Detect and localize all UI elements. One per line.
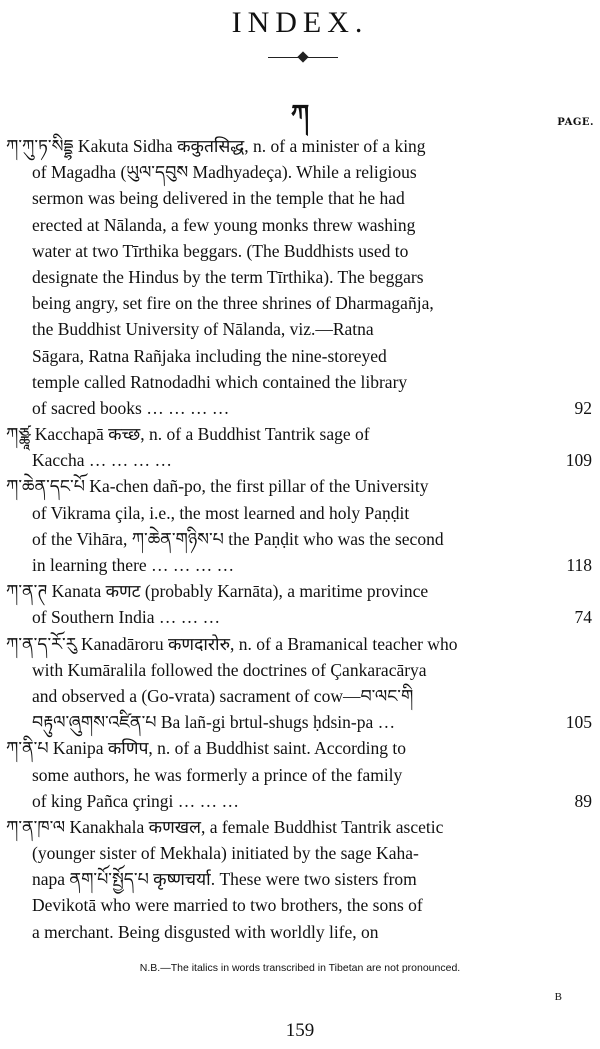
entry-text: Sāgara, Ratna Rañjaka including the nine-storeyed	[32, 345, 387, 366]
index-entry-line	[0, 264, 600, 290]
index-entry-line	[0, 316, 600, 342]
page-number: 159	[285, 1020, 315, 1041]
entry-text: ཀ་ན་ད་རོ་རུ Kanadāroru कणदारोरु, n. of a Bramanical teacher who	[6, 633, 458, 654]
entry-text: a merchant. Being disgusted with worldly life, on	[32, 921, 379, 942]
section-letter: ཀ	[290, 100, 310, 130]
entry-text: being angry, set fire on the three shrines of Dharmagañja,	[32, 293, 434, 314]
index-entry-line	[0, 395, 600, 421]
entry-text: Kaccha … … … …	[32, 450, 172, 471]
entry-text: ཀ་ན་ཁ་ལ Kanakhala कणखल, a female Buddhist Tantrik ascetic	[6, 816, 444, 837]
entry-text: sermon was being delivered in the temple that he had	[32, 188, 405, 209]
footnote: N.B.—The italics in words transcribed in Tibetan are not pronounced.	[139, 962, 461, 974]
entry-text: water at two Tīrthika beggars. (The Buddhists used to	[32, 240, 409, 261]
entry-page-number: 92	[574, 397, 592, 418]
index-entry-start-line	[0, 814, 600, 840]
index-entry-line	[0, 185, 600, 211]
index-entry-line	[0, 159, 600, 185]
index-entry-start-line	[0, 421, 600, 447]
entry-text: Devikotā who were married to two brothers, the sons of	[32, 895, 423, 916]
index-entry-start-line	[0, 631, 600, 657]
index-entry-line	[0, 762, 600, 788]
index-entry-line	[0, 290, 600, 316]
entry-text: of the Vihāra, ཀ་ཆེན་གཉིས་པ the Paṇḍit who was the second	[32, 528, 444, 549]
index-entry-line	[0, 866, 600, 892]
index-entry-line	[0, 343, 600, 369]
entry-text: of Magadha (ཡུལ་དབུས Madhyadeça). While a religious	[32, 162, 417, 183]
index-entry-line	[0, 788, 600, 814]
entry-text: ཀ་ཀུ་ཏ་སིདྡྷ Kakuta Sidha ककुतसिद्ध, n. of a minister of a king	[6, 136, 426, 156]
index-entry-line	[0, 709, 600, 735]
entry-text: ཀ་ནི་པ Kanipa कणिप, n. of a Buddhist saint. According to	[6, 738, 407, 759]
index-entry-start-line	[0, 578, 600, 604]
index-entry-line	[0, 526, 600, 552]
entry-text: ཀཙྪཱ Kacchapā कच्छ, n. of a Buddhist Tantrik sage of	[6, 424, 370, 445]
index-entry-line	[0, 500, 600, 526]
index-entry-line	[0, 369, 600, 395]
entry-text: in learning there … … … …	[32, 555, 235, 575]
entry-text: ཀ་ན་ཊ Kanata कणट (probably Karnāta), a maritime province	[6, 581, 429, 602]
index-entry-line	[0, 447, 600, 473]
entry-page-number: 105	[565, 712, 592, 733]
entry-text: བརྟུལ་ཞུགས་འཛིན་པ Ba lañ-gi brtul-shugs ḥdsin-pa …	[32, 712, 396, 733]
index-entry-line	[0, 604, 600, 630]
divider-diamond-ornament	[297, 51, 308, 62]
index-entry-line	[0, 552, 600, 578]
entry-text: with Kumāralila followed the doctrines of Çankaracārya	[32, 659, 427, 680]
index-entry-line	[0, 657, 600, 683]
entry-text: of king Pañca çringi … … …	[32, 790, 240, 811]
index-entries	[0, 133, 600, 945]
page-column-label: PAGE.	[557, 117, 594, 128]
entry-text: of sacred books … … … …	[32, 397, 230, 418]
entry-page-number: 89	[574, 790, 592, 811]
entry-page-number: 118	[566, 555, 592, 575]
page-title: INDEX.	[231, 6, 369, 39]
entry-text: erected at Nālanda, a few young monks threw washing	[32, 214, 416, 235]
entry-text: of Southern India … … …	[32, 607, 221, 628]
signature-mark: B	[554, 991, 562, 1003]
index-entry-line	[0, 238, 600, 264]
entry-page-number: 74	[574, 607, 592, 628]
index-entry-start-line	[0, 473, 600, 499]
entry-text: designate the Hindus by the term Tīrthika). The beggars	[32, 266, 424, 287]
entry-page-number: 109	[565, 450, 592, 471]
index-entry-start-line	[0, 133, 600, 159]
index-entry-line	[0, 919, 600, 945]
index-entry-start-line	[0, 735, 600, 761]
entry-text: and observed a (Go-vrata) sacrament of cow—བ་ལང་གི	[32, 685, 414, 706]
entry-text: (younger sister of Mekhala) initiated by the sage Kaha-	[32, 843, 419, 864]
entry-text: of Vikrama çila, i.e., the most learned and holy Paṇḍit	[32, 502, 410, 523]
index-entry-line	[0, 212, 600, 238]
index-entry-line	[0, 840, 600, 866]
entry-text: napa ནག་པོ་སྤྱོད་པ कृष्णचर्या. These were two sisters from	[32, 869, 417, 890]
entry-text: ཀ་ཆེན་དང་པོ Ka-chen dañ-po, the first pillar of the University	[6, 476, 429, 497]
entry-text: the Buddhist University of Nālanda, viz.—Ratna	[32, 319, 374, 340]
entry-text: some authors, he was formerly a prince of the family	[32, 764, 403, 785]
entry-text: temple called Ratnodadhi which contained the library	[32, 371, 408, 392]
index-entry-line	[0, 683, 600, 709]
index-entry-line	[0, 892, 600, 918]
